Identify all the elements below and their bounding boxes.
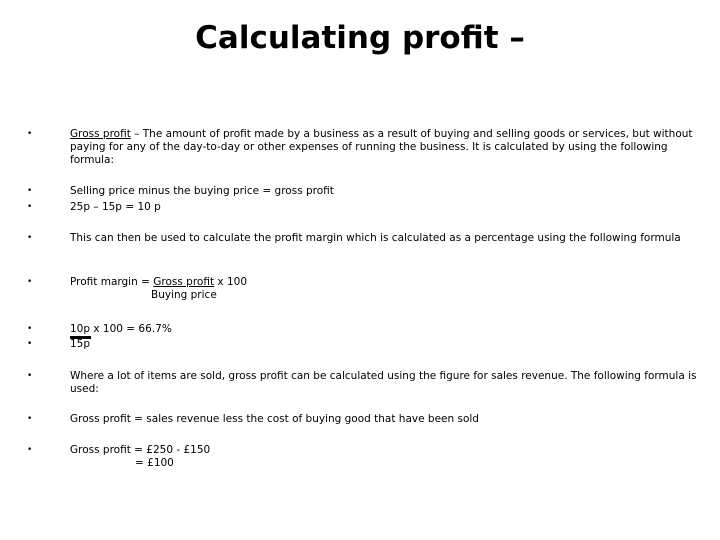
bullet-marker: • xyxy=(27,129,33,139)
bullet-marker: • xyxy=(27,233,33,243)
margin-denominator: 15p xyxy=(70,338,91,350)
gross-profit-definition: – The amount of profit made by a business as a result of buying and selling goods or services, but without paying for any of the day-to-day or other expenses of running the business. It is calculated by using the following formula: xyxy=(70,128,693,166)
formula-numerator: Gross profit xyxy=(153,276,215,288)
formula xyxy=(70,276,697,302)
margin-result: x 100 = 66.7% xyxy=(90,323,172,335)
bullet-text xyxy=(70,128,697,167)
example-calc xyxy=(70,444,697,470)
margin-numerator: 10p xyxy=(70,323,91,335)
margin-calc xyxy=(70,323,697,336)
margin-numerator-wrap xyxy=(70,323,90,336)
bullet-text: This can then be used to calculate the profit margin which is calculated as a percentage using the following formula xyxy=(70,232,681,244)
bullet-text: Gross profit = sales revenue less the cost of buying good that have been sold xyxy=(70,413,479,425)
bullet-marker: • xyxy=(27,371,33,381)
bullet-marker: • xyxy=(27,339,33,349)
formula-suffix: x 100 xyxy=(214,276,248,288)
formula-denominator: Buying price xyxy=(151,289,217,301)
gross-profit-term: Gross profit xyxy=(70,128,131,140)
bullet-text: Where a lot of items are sold, gross profit can be calculated using the figure for sales revenue. The following formula is used: xyxy=(70,370,697,395)
bullet-marker: • xyxy=(27,414,33,424)
bullet-text: Selling price minus the buying price = gross profit xyxy=(70,185,334,197)
bullet-text: 25p – 15p = 10 p xyxy=(70,201,161,213)
bullet-marker: • xyxy=(27,277,33,287)
example-line-1: Gross profit = £250 - £150 xyxy=(70,444,211,456)
bullet-marker: • xyxy=(27,186,33,196)
bullet-marker: • xyxy=(27,202,33,212)
example-line-2: = £100 xyxy=(135,457,174,469)
slide-title: Calculating profit – xyxy=(195,20,525,56)
bullet-marker: • xyxy=(27,324,33,334)
formula-prefix: Profit margin = xyxy=(70,276,154,288)
bullet-marker: • xyxy=(27,445,33,455)
